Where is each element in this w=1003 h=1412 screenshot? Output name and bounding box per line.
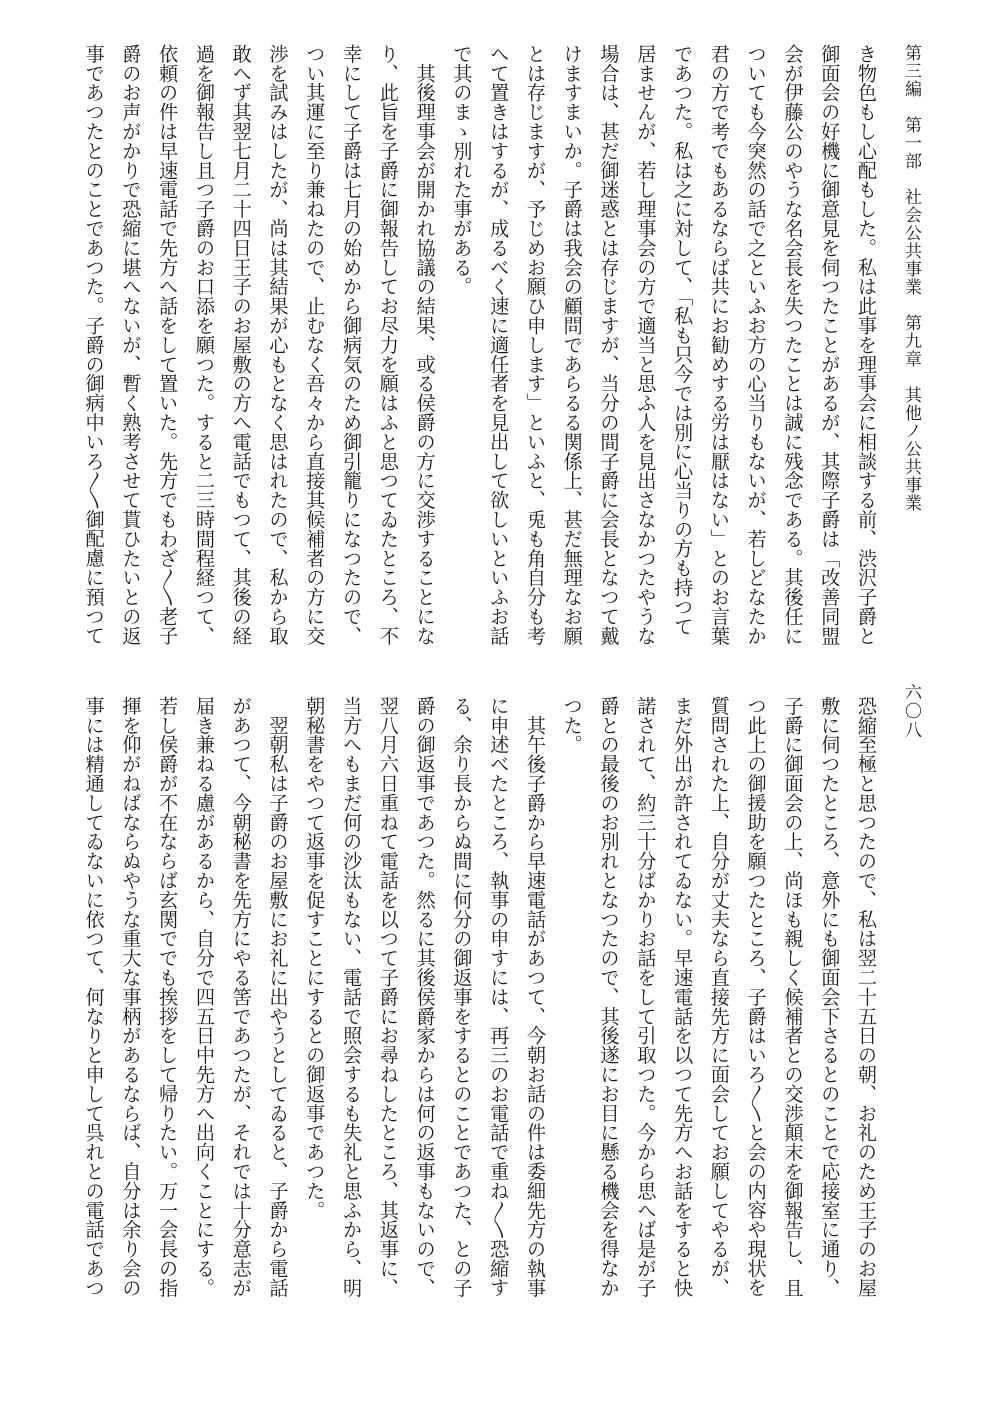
text-line: 依頼の件は早速電話で先方へ話をして置いた。先方でもわざ〱老子 xyxy=(156,44,180,646)
text-line: 敢へず其翌七月二十四日王子のお屋敷の方へ電話でもつて、其後の経 xyxy=(229,44,253,646)
text-line: 渉を試みはしたが、尚は其結果が心もとなく思はれたので、私から取 xyxy=(266,44,290,646)
text-line: 会が伊藤公のやうな名会長を失つたことは誠に残念である。其後任に xyxy=(781,44,805,646)
text-line: 子爵に御面会の上、尚ほも親しく候補者との交渉顛末を御報告し、且 xyxy=(781,696,805,1298)
text-line: であつた。私は之に対して、「私も只今では別に心当りの方も持つて xyxy=(671,44,695,636)
text-line: 事には精通してゐないに依つて、何なりと申して呉れとの電話であつ xyxy=(82,696,106,1298)
text-line: へて置きはするが、成るべく速に適任者を見出して欲しいといふお話 xyxy=(487,44,511,646)
lower-text-block xyxy=(84,696,876,1356)
text-line: 君の方で考でもあるならば共にお勧めする労は厭はない」とのお言葉 xyxy=(707,44,731,646)
text-line: る、余り長からぬ間に何分の御返事をするとのことであつた、との子 xyxy=(450,696,474,1298)
text-line: 恐縮至極と思つたので、私は翌二十五日の朝、お礼のため王子のお屋 xyxy=(855,696,878,1298)
text-line: 其後理事会が開かれ協議の結果、或る侯爵の方に交渉することにな xyxy=(413,44,437,646)
text-line: 場合は、甚だ御迷惑とは存じますが、当分の間子爵に会長となつて戴 xyxy=(597,44,621,646)
text-line: つた。 xyxy=(560,696,584,755)
text-line: 諾されて、約三十分ばかりお話をして引取つた。今から思へば是が子 xyxy=(634,696,658,1298)
text-line: 其午後子爵から早速電話があつて、今朝お話の件は委細先方の執事 xyxy=(523,696,547,1298)
text-line: 朝秘書をやつて返事を促すことにするとの御返事であつた。 xyxy=(303,696,327,1220)
text-line: ついても今突然の話で之といふお方の心当りもないが、若しどなたか xyxy=(744,44,768,646)
upper-text-block xyxy=(84,44,876,644)
text-line: 揮を仰がねばならぬやうな重大な事柄があるならば、自分は余り会の xyxy=(119,696,143,1298)
text-line: つい其運に至り兼ねたので、止むなく吾々から直接其候補者の方に交 xyxy=(303,44,327,646)
text-line: で其のまゝ別れた事がある。 xyxy=(450,44,474,297)
text-line: 質問された上、自分が丈夫なら直接先方に面会してお願してやるが、 xyxy=(707,696,731,1298)
text-line: 事であつたとのことであつた。子爵の御病中いろ〱御配慮に預つて xyxy=(82,44,106,646)
page-number: 六〇八 xyxy=(901,683,921,740)
text-line: 過を御報告し且つ子爵のお口添を願つた。すると二三時間程経つて、 xyxy=(192,44,216,646)
text-line: 敷に伺つたところ、意外にも御面会下さるとのことで応接室に通り、 xyxy=(818,696,842,1298)
text-line: があつて、今朝秘書を先方にやる筈であつたが、それでは十分意志が xyxy=(229,696,253,1298)
running-header: 第三編 第一部 社会公共事業 第九章 其他ノ公共事業 xyxy=(901,44,921,512)
text-line: り、此旨を子爵に御報告してお尽力を願はふと思つてゐたところ、不 xyxy=(376,44,400,646)
text-line: 当方へもまだ何の沙汰もない、電話で照会するも失礼と思ふから、明 xyxy=(340,696,364,1298)
text-line: まだ外出が許されてゐない。早速電話を以つて先方へお話をすると快 xyxy=(671,696,695,1298)
text-line: とは存じますが、予じめお願ひ申します」といふと、兎も角自分も考 xyxy=(523,44,547,646)
text-line: 爵との最後のお別れとなつたので、其後遂にお目に懸る機会を得なか xyxy=(597,696,621,1298)
text-line: 爵のお声がかりで恐縮に堪へないが、暫く熟考させて貰ひたいとの返 xyxy=(119,44,143,646)
text-line: き物色もし心配もした。私は此事を理事会に相談する前、渋沢子爵と xyxy=(855,44,878,646)
text-line: 幸にして子爵は七月の始めから御病気のため御引籠りになつたので、 xyxy=(340,44,364,646)
text-line: 爵の御返事であつた。然るに其後侯爵家からは何の返事もないので、 xyxy=(413,696,437,1298)
text-line: つ此上の御援助を願つたところ、子爵はいろ〱と会の内容や現状を xyxy=(744,696,768,1298)
text-line: 翌朝私は子爵のお屋敷にお礼に出やうとしてゐると、子爵から電話 xyxy=(266,696,290,1298)
text-line: 居ませんが、若し理事会の方で適当と思ふ人を見出さなかつたやうな xyxy=(634,44,658,646)
text-line: に申述べたところ、執事の申すには、再三のお電話で重ね〱恐縮す xyxy=(487,696,511,1298)
text-line: 若し侯爵が不在ならば玄関ででも挨拶をして帰りたい。万一会長の指 xyxy=(156,696,180,1298)
text-line: 御面会の好機に御意見を伺つたことがあるが、其際子爵は「改善同盟 xyxy=(818,44,842,646)
text-line: 翌八月六日重ねて電話を以つて子爵にお尋ねしたところ、其返事に、 xyxy=(376,696,400,1298)
text-line: けますまいか。子爵は我会の顧問であらるる関係上、甚だ無理なお願 xyxy=(560,44,584,646)
text-line: 届き兼ねる慮があるから、自分で四五日中先方へ出向くことにする。 xyxy=(192,696,216,1298)
